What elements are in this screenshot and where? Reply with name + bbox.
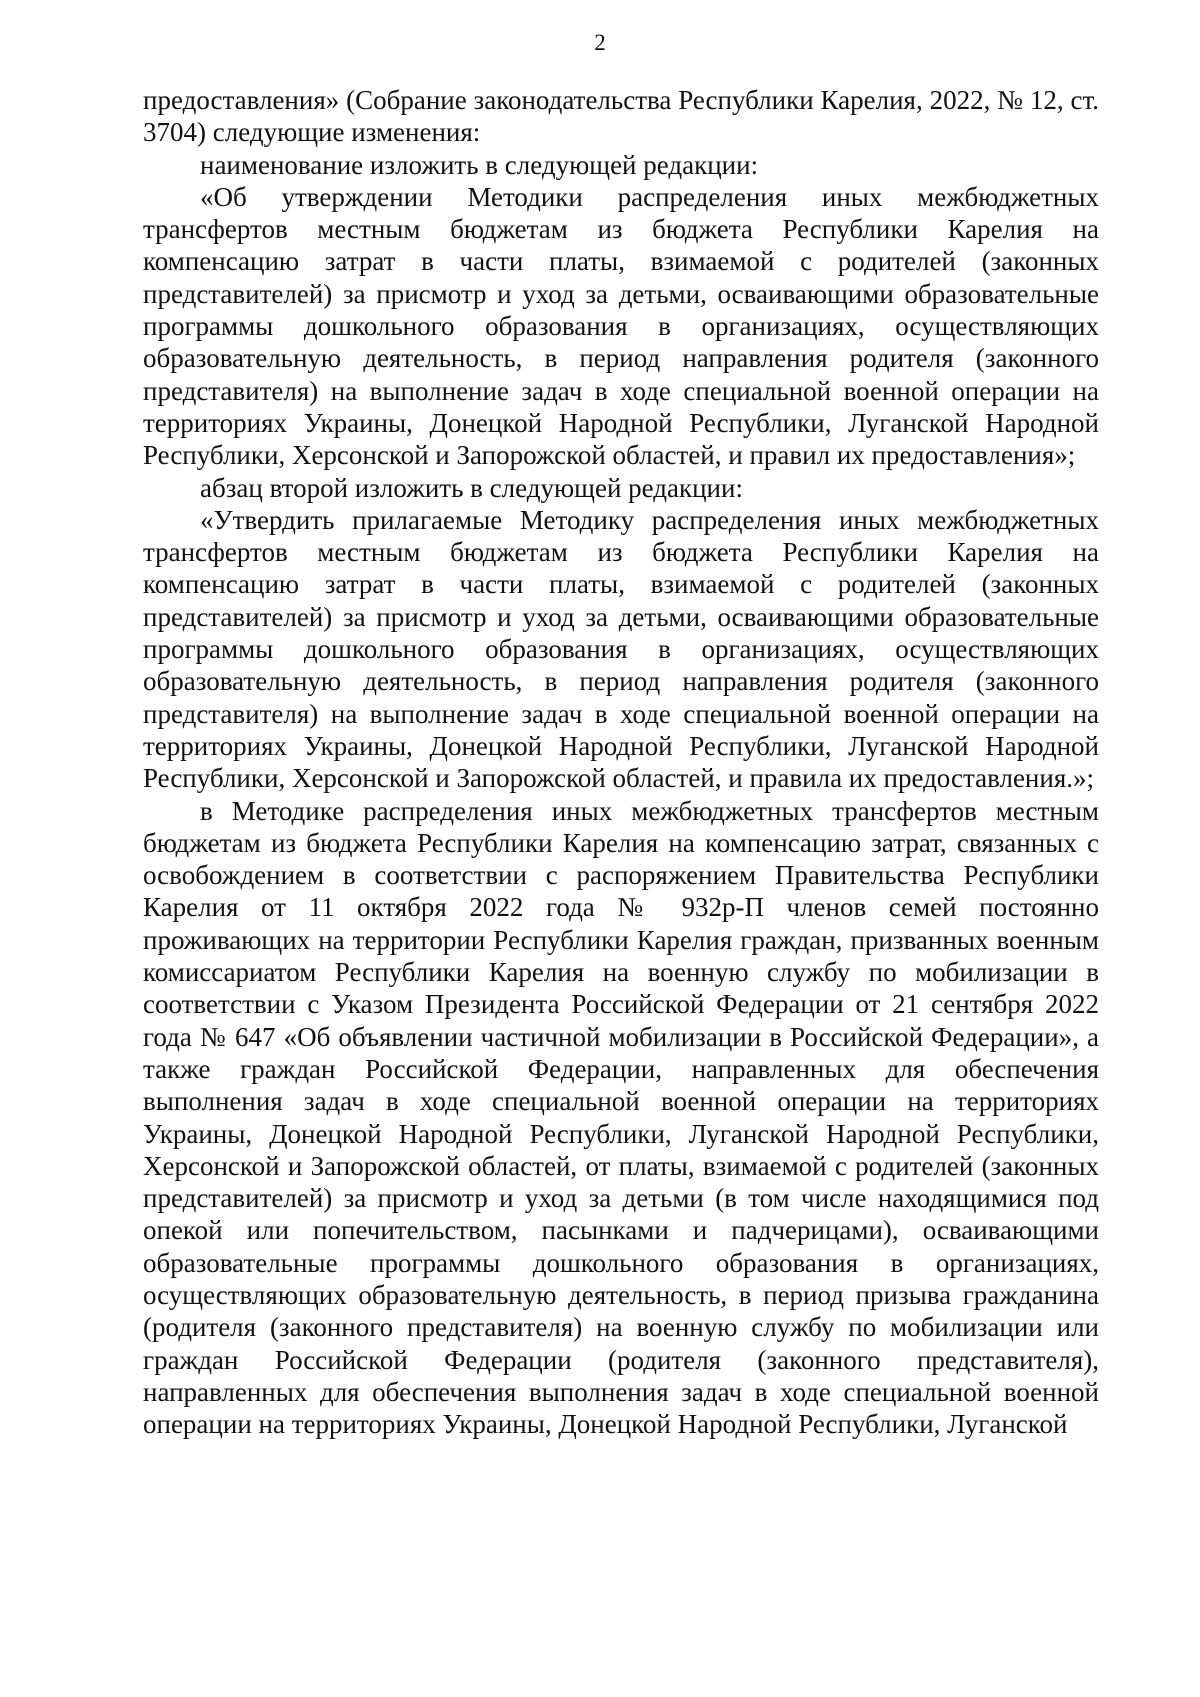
paragraph-methodology-amendment: в Методике распределения иных межбюджетных трансфертов местным бюджетам из бюджета Республики Карелия на компенсацию затрат, связанных с освобождением в соответствии с распоряжением Правительства Республики Карелия от 11 октября 2022 года № 932р-П членов семей постоянно проживающих на территории Республики Карелия граждан, призванных военным комиссариатом Республики Карелия на военную службу по мобилизации в соответствии с Указом Президента Российской Федерации от 21 сентября 2022 года № 647 «Об объявлении частичной мобилизации в Российской Федерации», а также граждан Российской Федерации, направленных для обеспечения выполнения задач в ходе специальной военной операции на территориях Украины, Донецкой Народной Республики, Луганской Народной Республики, Херсонской и Запорожской областей, от платы, взимаемой с родителей (законных представителей) за присмотр и уход за детьми (в том числе находящимися под опекой или попечительством, пасынками и падчерицами), осваивающими образовательные программы дошкольного образования в организациях, осуществляющих образовательную деятельность, в период призыва гражданина (родителя (законного представителя) на военную службу по мобилизации или граждан Российской Федерации (родителя (законного представителя), направленных для обеспечения выполнения задач в ходе специальной военной операции на территориях Украины, Донецкой Народной Республики, Луганской (143, 795, 1099, 1440)
paragraph-second-abzac-intro: абзац второй изложить в следующей редакции: (200, 472, 743, 503)
paragraph-new-title: «Об утверждении Методики распределения иных межбюджетных трансфертов местным бюджетам из бюджета Республики Карелия на компенсацию затрат в части платы, взимаемой с родителей (законных представителей) за присмотр и уход за детьми, осваивающими образовательные программы дошкольного образования в организациях, осуществляющих образовательную деятельность, в период направления родителя (законного представителя) на выполнение задач в ходе специальной военной операции на территориях Украины, Донецкой Народной Республики, Луганской Народной Республики, Херсонской и Запорожской областей, и правил их предоставления»; (143, 181, 1099, 471)
paragraph-second-abzac-text: «Утвердить прилагаемые Методику распределения иных межбюджетных трансфертов местным бюджетам из бюджета Республики Карелия на компенсацию затрат в части платы, взимаемой с родителей (законных представителей) за присмотр и уход за детьми, осваивающими образовательные программы дошкольного образования в организациях, осуществляющих образовательную деятельность, в период направления родителя (законного представителя) на выполнение задач в ходе специальной военной операции на территориях Украины, Донецкой Народной Республики, Луганской Народной Республики, Херсонской и Запорожской областей, и правила их предоставления.»; (143, 504, 1099, 794)
document-body (143, 84, 1099, 1440)
page-number: 2 (594, 30, 606, 55)
paragraph-title-amendment-intro: наименование изложить в следующей редакции: (200, 149, 759, 180)
paragraph-continuation: предоставления» (Собрание законодательства Республики Карелия, 2022, № 12, ст. 3704) следующие изменения: (143, 85, 1099, 148)
